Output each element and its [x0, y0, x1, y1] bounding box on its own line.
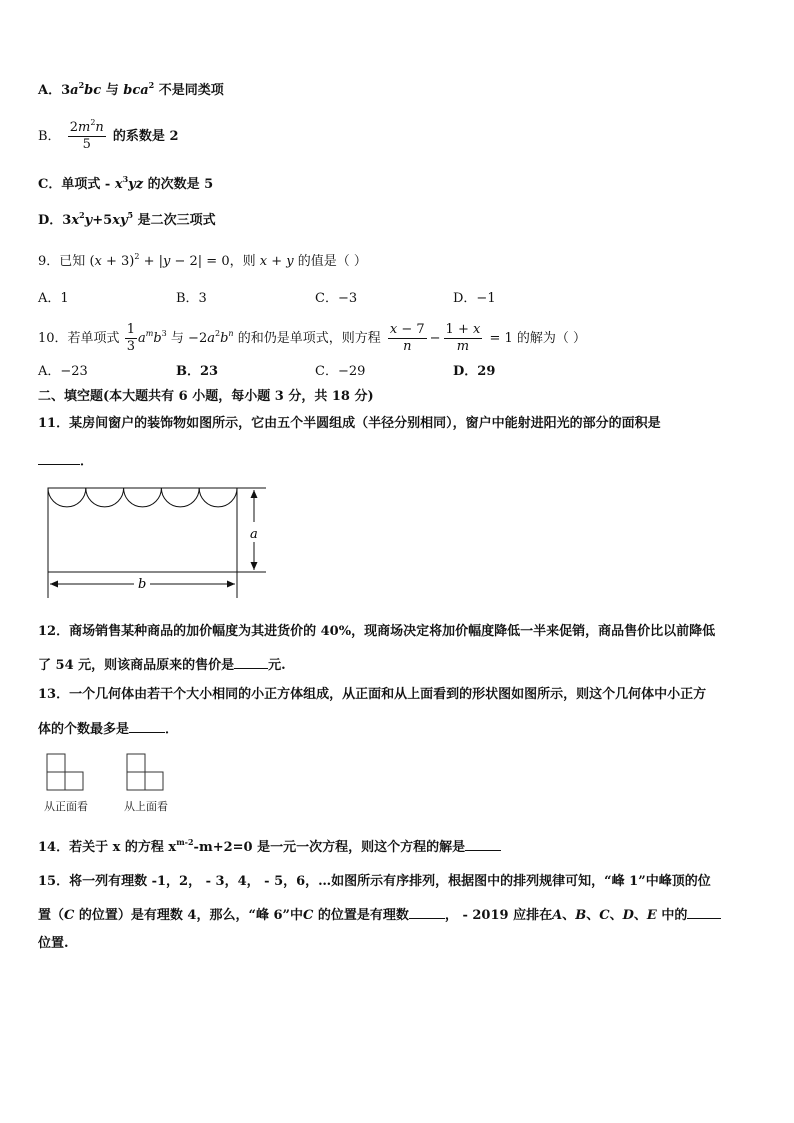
q9-option-c: C．−3 [315, 291, 358, 306]
q10-option-c: C．−29 [315, 364, 366, 379]
q10-stem: 10．若单项式 $\frac{1}{3}$ $a^mb^3$ 与 $-2a^2b^n$ 的和仍是单项式，则方程 $\frac{x - 7}{n}$ − $\frac{1 + x}{m}$ = 1 的解为（ ） [38, 322, 587, 354]
section-heading-fill-in: 二、填空题(本大题共有 6 小题，每小题 3 分，共 18 分) [38, 389, 374, 404]
semicircle [48, 488, 86, 507]
label-b: b [138, 577, 147, 592]
q9-option-b: B．3 [176, 291, 207, 306]
fraction-2m2n-over-5: $\frac{2m^2n}{5}$ [69, 118, 104, 152]
q11-stem: 11．某房间窗户的装饰物如图所示，它由五个半圆组成（半径分别相同），窗户中能射进阳光的部分的面积是 [38, 416, 661, 431]
semicircle [199, 488, 237, 507]
q10-option-b: B．23 [176, 364, 219, 379]
caption-front-view: 从正面看 [44, 800, 88, 813]
q8-option-c: C．单项式 - $x^3yz$ 的次数是 5 [38, 174, 214, 192]
q9-option-d: D．−1 [453, 291, 496, 306]
q9-option-a: A．1 [38, 291, 69, 306]
label-a: a [250, 527, 258, 542]
q12-line-1: 12．商场销售某种商品的加价幅度为其进货价的 40%，现商场决定将加价幅度降低一半来促销，商品售价比以前降低 [38, 624, 716, 639]
q8-option-a: A．$3a^2bc$ 与 bca$^2$ 不是同类项 [38, 80, 224, 98]
q9-stem: 9．已知 $(x + 3)^2 + |y - 2| = 0$，则 x + y 的值是（ ） [38, 252, 367, 269]
caption-top-view: 从上面看 [124, 800, 168, 813]
q13-line-2: 体的个数最多是 ． [38, 718, 178, 739]
semicircle [161, 488, 199, 507]
top-view-figure [124, 752, 184, 794]
window-rectangle [48, 488, 237, 572]
q8-option-d: D．$3x^2y+5xy^5$ 是二次三项式 [38, 210, 216, 228]
semicircle [124, 488, 162, 507]
q15-line-2: 置（C 的位置）是有理数 4，那么，“峰 6”中C 的位置是有理数 ， - 2019 应排在A、B、C、D、E 中的 [38, 904, 721, 925]
window-figure [38, 482, 270, 600]
semicircle [86, 488, 124, 507]
q8-option-b: B． $\frac{2m^2n}{5}$ 的系数是 2 [38, 118, 179, 152]
q11-answer-blank: ． [38, 450, 93, 471]
q12-line-2: 了 54 元，则该商品原来的售价是 元. [38, 654, 286, 675]
q13-line-1: 13．一个几何体由若干个大小相同的小正方体组成，从正面和从上面看到的形状图如图所示，则这个几何体中小正方 [38, 687, 707, 702]
q15-line-3: 位置. [38, 936, 69, 951]
q10-option-a: A．−23 [38, 364, 88, 379]
q10-option-d: D．29 [453, 364, 496, 379]
q14-stem: 14．若关于 x 的方程 $x^{m-2}-m+2=0$ 是一元一次方程，则这个方程的解是 [38, 836, 501, 857]
front-view-figure [44, 752, 104, 794]
q15-line-1: 15．将一列有理数 -1，2， - 3，4， - 5，6，…如图所示有序排列，根据图中的排列规律可知，“峰 1”中峰顶的位 [38, 874, 711, 889]
